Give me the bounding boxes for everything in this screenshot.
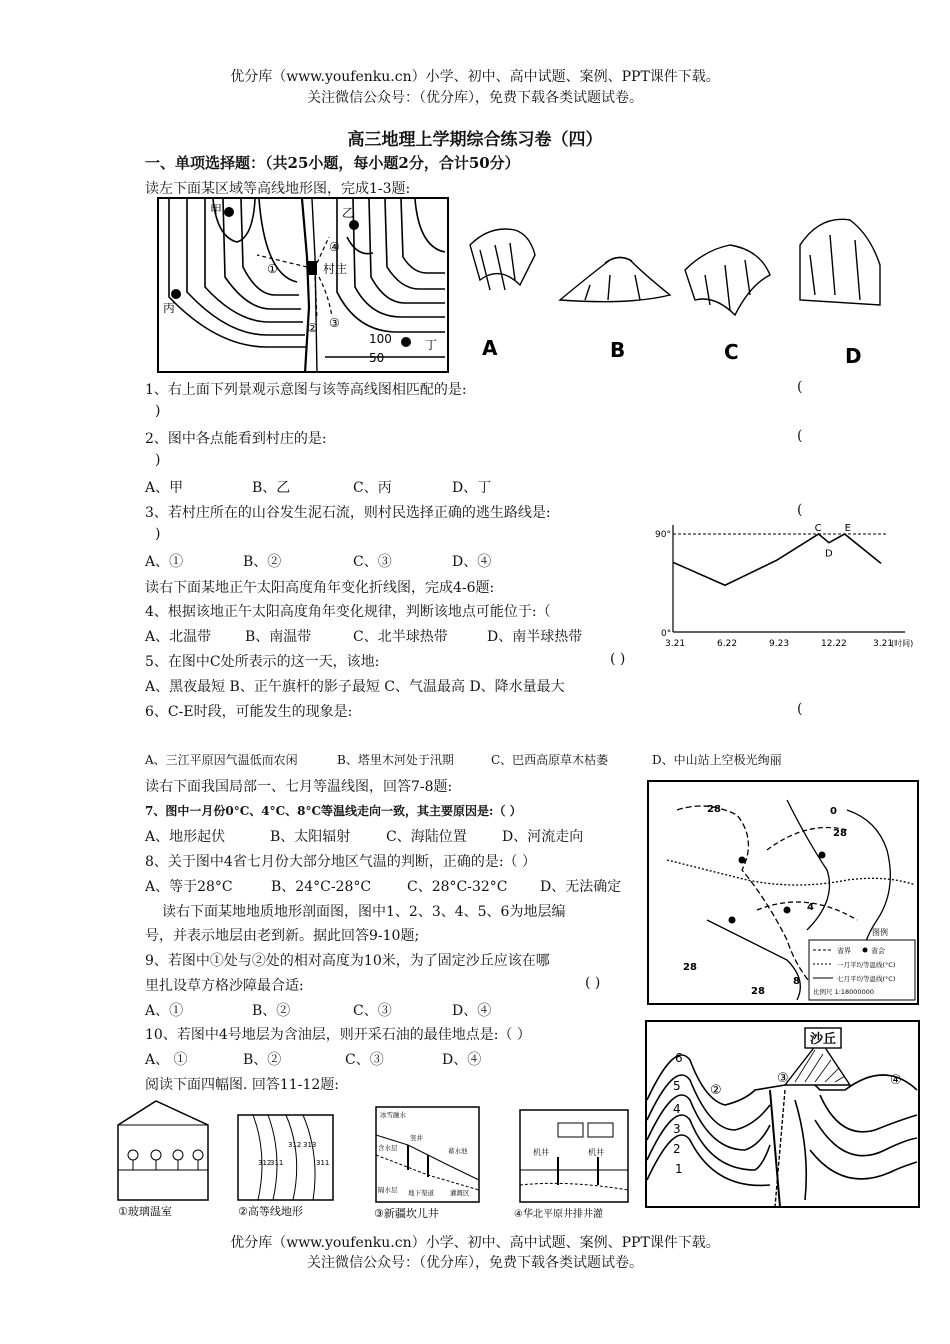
question-9-paren: ( ) — [585, 975, 601, 991]
q5-options: A、黑夜最短 B、正午旗杆的影子最短 C、气温最高 D、降水量最大 — [145, 679, 565, 695]
question-9-b: 里扎设草方格沙障最合适: — [145, 978, 304, 994]
legend-jul-isotherm: 七月平均等温线(°C) — [837, 975, 896, 983]
karez-aquifer: 含水层 — [378, 1144, 398, 1152]
q7-option-a: A、地形起伏 — [145, 829, 226, 845]
four-figures — [108, 1095, 638, 1227]
point-label-c: C — [814, 523, 822, 534]
label-village: 村庄 — [323, 262, 348, 276]
caption-greenhouse: ①玻璃温室 — [118, 1205, 172, 1218]
legend-capital: 省会 — [871, 947, 885, 955]
q2-option-d: D、丁 — [452, 480, 492, 496]
q7-option-c: C、海陆位置 — [386, 829, 467, 845]
q10-option-a: A、 ① — [145, 1052, 188, 1068]
q6-option-c: C、巴西高原草木枯萎 — [491, 753, 609, 767]
question-3: 3、若村庄所在的山谷发生泥石流，则村民选择正确的逃生路线是: — [145, 505, 551, 521]
scene-label-a: A — [482, 336, 498, 360]
x-axis-label: (时间) — [891, 639, 914, 648]
isotherm-0: 0 — [830, 806, 837, 817]
contour-100: 100 — [369, 332, 392, 346]
question-2-paren: ( — [797, 428, 803, 444]
q6-option-d: D、中山站上空极光绚丽 — [652, 753, 782, 767]
layer-6: 6 — [675, 1051, 683, 1065]
q2-option-c: C、丙 — [353, 480, 392, 496]
q9-option-a: A、① — [145, 1003, 184, 1019]
contour-311b: 311 — [316, 1159, 330, 1167]
footer-line-1: 优分库（www.youfenku.cn）小学、初中、高中试题、案例、PPT课件下载。 — [230, 1235, 720, 1251]
q3-option-c: C、③ — [353, 554, 392, 570]
y-tick-0: 0° — [661, 629, 672, 639]
legend-jan-isotherm: 一月平均等温线(°C) — [837, 961, 896, 969]
contour-50: 50 — [369, 351, 385, 365]
question-6: 6、C-E时段，可能发生的现象是: — [145, 704, 353, 720]
q2-option-a: A、甲 — [145, 480, 184, 496]
contour-312b: 312 — [258, 1159, 272, 1167]
q8-option-d: D、无法确定 — [540, 879, 622, 895]
question-2-close: ) — [155, 452, 161, 468]
series-line — [673, 534, 881, 585]
caption-contour: ②高等线地形 — [238, 1205, 303, 1218]
q10-option-d: D、④ — [442, 1052, 482, 1068]
caption-well: ④华北平原井排井灌 — [514, 1209, 603, 1220]
contour-312a: 312 — [288, 1141, 302, 1149]
x-tick-5: 3.21 — [873, 639, 894, 649]
caption-karez: ③新疆坎儿井 — [374, 1207, 439, 1220]
q2-option-b: B、乙 — [252, 480, 291, 496]
isotherm-28-b: 28 — [833, 828, 847, 839]
point-label-e: E — [844, 523, 851, 534]
x-tick-4: 12.22 — [821, 639, 847, 649]
q9-option-c: C、③ — [353, 1003, 392, 1019]
question-5-paren: ( ) — [610, 651, 626, 667]
legend-province-border: 省界 — [837, 947, 851, 955]
landscape-sketches — [460, 205, 900, 370]
label-bing: 丙 — [163, 301, 176, 315]
intro-7-8: 读右下面我国局部一、七月等温线图，回答7-8题: — [145, 779, 453, 795]
karez-reservoir: 蓄水池 — [448, 1147, 468, 1155]
profile-marker-1: ② — [710, 1083, 722, 1098]
profile-marker-3: ③ — [777, 1071, 789, 1086]
isotherm-28-a: 28 — [707, 804, 721, 815]
q7-option-d: D、河流走向 — [502, 829, 584, 845]
intro-1-3: 读左下面某区域等高线地形图，完成1-3题: — [145, 181, 411, 197]
isotherm-4: 4 — [807, 902, 814, 913]
q8-option-c: C、28°C-32°C — [407, 879, 508, 895]
footer-line-2: 关注微信公众号：（优分库），免费下载各类试题试卷。 — [307, 1255, 643, 1271]
greenhouse-figure — [118, 1101, 208, 1218]
karez-figure — [374, 1107, 479, 1220]
question-3-paren: ( — [797, 502, 803, 518]
karez-meltwater: 冰雪融水 — [380, 1111, 406, 1119]
contour-map — [157, 197, 449, 373]
layer-4: 4 — [673, 1102, 681, 1116]
point-label-d: D — [825, 548, 833, 560]
route-3: ③ — [329, 316, 340, 330]
scene-label-b: B — [610, 338, 626, 362]
q8-option-b: B、24°C-28°C — [271, 879, 372, 895]
point-ding — [401, 337, 411, 347]
question-7: 7、图中一月份0°C、4°C、8°C等温线走向一致，其主要原因是:（ ） — [145, 804, 522, 818]
question-6-paren: ( — [797, 701, 803, 717]
header-line-1: 优分库（www.youfenku.cn）小学、初中、高中试题、案例、PPT课件下载。 — [230, 69, 720, 85]
karez-shaft: 竖井 — [410, 1134, 423, 1142]
contour-313: 313 — [303, 1141, 317, 1149]
question-2: 2、图中各点能看到村庄的是: — [145, 431, 327, 447]
x-tick-2: 6.22 — [717, 639, 738, 649]
scene-label-d: D — [845, 344, 862, 368]
q8-option-a: A、等于28°C — [145, 879, 233, 895]
well-irrigation-figure — [514, 1110, 628, 1220]
question-8: 8、关于图中4省七月份大部分地区气温的判断，正确的是:（ ） — [145, 854, 536, 870]
q3-option-b: B、② — [243, 554, 282, 570]
x-tick-1: 3.21 — [665, 639, 686, 649]
karez-irrigation: 灌溉区 — [450, 1189, 470, 1197]
x-tick-3: 9.23 — [769, 639, 790, 649]
legend-title: 图例 — [872, 928, 888, 937]
question-1-close: ) — [155, 403, 161, 419]
well-1: 机井 — [533, 1148, 549, 1157]
q9-option-b: B、② — [252, 1003, 291, 1019]
section-heading: 一、单项选择题：（共25小题，每小题2分，合计50分） — [145, 154, 520, 172]
geologic-profile — [645, 1020, 920, 1208]
q3-option-a: A、① — [145, 554, 184, 570]
intro-9-10-a: 读右下面某地地质地形剖面图，图中1、2、3、4、5、6为地层编 — [162, 904, 566, 920]
profile-marker-4: ④ — [890, 1073, 902, 1088]
point-yi — [349, 220, 359, 230]
karez-aquiclude: 隔水层 — [378, 1186, 398, 1194]
point-jia — [224, 207, 234, 217]
label-jia: 甲 — [210, 203, 223, 217]
legend-scale: 比例尺 1:18000000 — [813, 988, 874, 996]
q10-option-b: B、② — [243, 1052, 282, 1068]
q4-option-b: B、南温带 — [245, 629, 312, 645]
q4-option-a: A、北温带 — [145, 629, 212, 645]
question-1-paren: ( — [797, 379, 803, 395]
route-2: ② — [307, 321, 318, 335]
isotherm-28-d: 28 — [751, 986, 765, 997]
q6-option-b: B、塔里木河处于汛期 — [337, 753, 454, 767]
layer-2: 2 — [673, 1142, 681, 1156]
intro-9-10-b: 号，并表示地层由老到新。据此回答9-10题; — [145, 928, 420, 944]
question-9-a: 9、若图中①处与②处的相对高度为10米，为了固定沙丘应该在哪 — [145, 953, 550, 969]
well-2: 机井 — [588, 1148, 604, 1157]
dune-label: 沙丘 — [810, 1032, 837, 1047]
header-line-2: 关注微信公众号：（优分库），免费下载各类试题试卷。 — [307, 90, 643, 106]
q6-option-a: A、三江平原因气温低而农闲 — [145, 753, 298, 767]
question-10: 10、若图中4号地层为含油层，则开采石油的最佳地点是:（ ） — [145, 1027, 531, 1043]
karez-channel: 地下渠道 — [408, 1189, 434, 1197]
point-bing — [171, 289, 181, 299]
page-title: 高三地理上学期综合练习卷（四） — [347, 130, 603, 150]
label-yi: 乙 — [342, 206, 355, 220]
intro-4-6: 读右下面某地正午太阳高度角年变化折线图，完成4-6题: — [145, 580, 495, 596]
question-5: 5、在图中C处所表示的这一天，该地: — [145, 654, 380, 670]
isotherm-8: 8 — [793, 976, 800, 987]
y-tick-90: 90° — [655, 530, 671, 540]
q7-option-b: B、太阳辐射 — [270, 829, 351, 845]
village-marker — [307, 261, 317, 275]
q3-option-d: D、④ — [452, 554, 492, 570]
scene-label-c: C — [724, 340, 739, 364]
q4-option-d: D、南半球热带 — [487, 629, 583, 645]
label-ding: 丁 — [425, 338, 438, 352]
q4-option-c: C、北半球热带 — [353, 629, 448, 645]
layer-5: 5 — [673, 1079, 681, 1093]
layer-3: 3 — [673, 1122, 681, 1136]
map-legend — [809, 927, 915, 1000]
isotherm-28-c: 28 — [683, 962, 697, 973]
contour-311a: 311 — [270, 1159, 284, 1167]
route-4: ④ — [329, 240, 340, 254]
isotherm-map — [647, 780, 919, 1005]
q9-option-d: D、④ — [452, 1003, 492, 1019]
route-1: ① — [267, 262, 278, 276]
layer-1: 1 — [675, 1162, 683, 1176]
contour-terrain-figure — [238, 1115, 333, 1218]
question-1: 1、右上面下列景观示意图与该等高线图相匹配的是: — [145, 382, 467, 398]
intro-11-12: 阅读下面四幅图. 回答11-12题: — [145, 1077, 339, 1093]
q10-option-c: C、③ — [345, 1052, 384, 1068]
question-4: 4、根据该地正午太阳高度角年变化规律，判断该地点可能位于:（ — [145, 604, 551, 620]
sun-altitude-chart — [655, 520, 914, 660]
question-3-close: ) — [155, 526, 161, 542]
